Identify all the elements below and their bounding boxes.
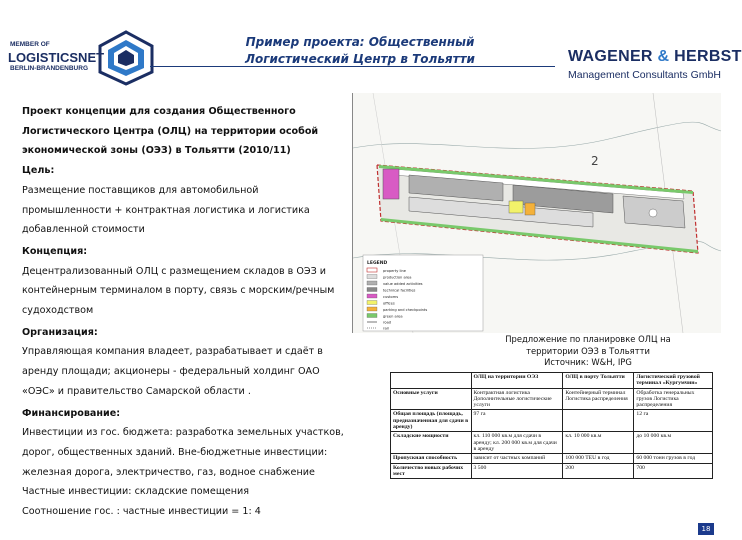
financing-line-4: Частные инвестиции: складские помещения (22, 486, 250, 498)
table-cell: Общая площадь (площадь, предназначенная для сдачи в аренду) (391, 410, 472, 432)
title-line-2: Логистический Центр в Тольятти (245, 52, 475, 66)
logisticsnet-emblem-icon (96, 30, 156, 86)
title-underline (150, 66, 555, 67)
customs-building (383, 169, 399, 199)
caption-source: Источник: W&H, IPG (544, 357, 632, 367)
table-row (391, 454, 713, 463)
logo-line3: BERLIN-BRANDENBURG (10, 65, 88, 72)
table-cell: Складские мощности (391, 432, 472, 454)
legend-swatch-parking (367, 307, 377, 311)
table-cell: кл. 10 000 кв.м (563, 432, 634, 454)
legend-title: LEGEND (367, 261, 388, 266)
logisticsnet-logo (4, 28, 164, 86)
legend-label-road: road (383, 320, 392, 325)
logo-line2: LOGISTICSNET (8, 50, 105, 65)
legend-swatch-technical (367, 288, 377, 292)
goal-line-1: Размещение поставщиков для автомобильной (22, 184, 259, 196)
project-description (22, 102, 352, 522)
page-title (170, 34, 550, 68)
legend-label-property: property line (383, 269, 407, 273)
table-cell: Основные услуги (391, 388, 472, 410)
organization-line-3: «ОЭС» и правительство Самарской области . (22, 385, 251, 397)
company-name-part1: WAGENER (568, 48, 653, 65)
legend-swatch-green (367, 314, 377, 318)
legend-label-technical: technical facilities (383, 288, 416, 293)
table-row (391, 463, 713, 479)
legend-swatch-production (367, 275, 377, 279)
table-cell: Обработка генеральных грузов Логистика распределения (634, 388, 713, 410)
wagener-herbst-logo (568, 48, 742, 81)
table-cell: 700 (634, 463, 713, 479)
goal-line-2: промышленности + контрактная логистика и логистика (22, 204, 310, 216)
concept-line-2: контейнерным терминалом в порту, связь с морским/речным (22, 285, 335, 297)
financing-line-2: дорог, общественных зданий. Вне-бюджетные инвестиции: (22, 446, 328, 458)
table-row (391, 432, 713, 454)
map-caption (488, 334, 688, 369)
table-cell: Контрактная логистика Дополнительные логистические услуги (471, 388, 563, 410)
legend-label-parking: parking and checkpoints (383, 308, 428, 312)
legend-label-production: production area (383, 275, 412, 280)
company-subtitle: Management Consultants GmbH (568, 69, 721, 81)
table-cell: 100 000 TEU в год (563, 454, 634, 463)
table-cell: до 10 000 кв.м (634, 432, 713, 454)
logo-line1: MEMBER OF (10, 41, 50, 48)
table-cell: кл. 110 000 кв.м для сдачи в аренду; кл. 200 000 кв.м для сдачи в аренду (471, 432, 563, 454)
legend-label-customs: customs (383, 295, 399, 299)
table-cell: 12 га (634, 410, 713, 432)
table-cell: Пропускная способность (391, 454, 472, 463)
legend-swatch-value-added (367, 281, 377, 285)
goal-line-3: добавленной стоимости (22, 224, 145, 236)
table-cell (563, 410, 634, 432)
title-line-1: Пример проекта: Общественный (245, 35, 475, 49)
company-name (568, 48, 742, 66)
page-number: 18 (698, 523, 714, 535)
concept-line-1: Децентрализованный ОЛЦ с размещением складов в ОЭЗ и (22, 265, 327, 277)
financing-line-5: Соотношение гос. : частные инвестиции = 1: 4 (22, 506, 261, 518)
table-cell: Количество новых рабочих мест (391, 463, 472, 479)
table-cell: Контейнерный терминал Логистика распределения (563, 388, 634, 410)
concept-line-3: судоходством (22, 305, 94, 317)
legend-label-rail: rail (383, 326, 389, 331)
table-row (391, 410, 713, 432)
organization-label: Организация: (22, 326, 98, 338)
goal-label: Цель: (22, 165, 55, 177)
table-header: ОЛЦ на территории ОЭЗ (471, 373, 563, 389)
financing-line-1: Инвестиции из гос. бюджета: разработка земельных участков, (22, 427, 344, 439)
organization-line-1: Управляющая компания владеет, разрабатывает и сдаёт в (22, 346, 323, 358)
financing-label: Финансирование: (22, 407, 121, 419)
table-cell: 3 500 (471, 463, 563, 479)
caption-line-1: Предложение по планировке ОЛЦ на (505, 334, 671, 344)
table-header: ОЛЦ в порту Тольятти (563, 373, 634, 389)
site-plan-drawing (353, 93, 721, 333)
table-row (391, 388, 713, 410)
financing-line-3: железная дорога, электричество, газ, водное снабжение (22, 466, 315, 478)
table-cell: 60 000 тонн грузов в год (634, 454, 713, 463)
company-name-part2: HERBST (674, 48, 742, 65)
table-cell: 200 (563, 463, 634, 479)
legend-label-offices: offices (383, 301, 395, 306)
intro-line-2: Логистического Центра (ОЛЦ) на территории особой (22, 125, 319, 137)
caption-line-2: территории ОЭЗ в Тольятти (526, 345, 650, 356)
legend-swatch-customs (367, 294, 377, 298)
table-header (391, 373, 472, 389)
company-name-amp: & (657, 48, 670, 65)
legend-swatch-offices (367, 301, 377, 305)
legend-swatch-property (367, 268, 377, 272)
organization-line-2: аренду площади; акционеры - федеральный холдинг ОАО (22, 366, 320, 378)
site-plan-map (352, 93, 721, 333)
concept-label: Концепция: (22, 245, 88, 257)
legend-label-value-added: value added activities (383, 282, 423, 286)
map-legend (363, 255, 483, 331)
intro-line-1: Проект концепции для создания Общественного (22, 106, 296, 117)
table-header: Логистический грузовой терминал «Кургумчин» (634, 373, 713, 389)
table-header-row (391, 373, 713, 389)
table-cell: 97 га (471, 410, 563, 432)
intro-line-3: экономической зоны (ОЭЗ) в Тольятти (2010/11) (22, 145, 291, 157)
legend-label-green: green area (383, 314, 403, 319)
plot-number: 2 (591, 154, 599, 168)
comparison-table (390, 372, 713, 525)
table-cell: зависит от частных компаний (471, 454, 563, 463)
